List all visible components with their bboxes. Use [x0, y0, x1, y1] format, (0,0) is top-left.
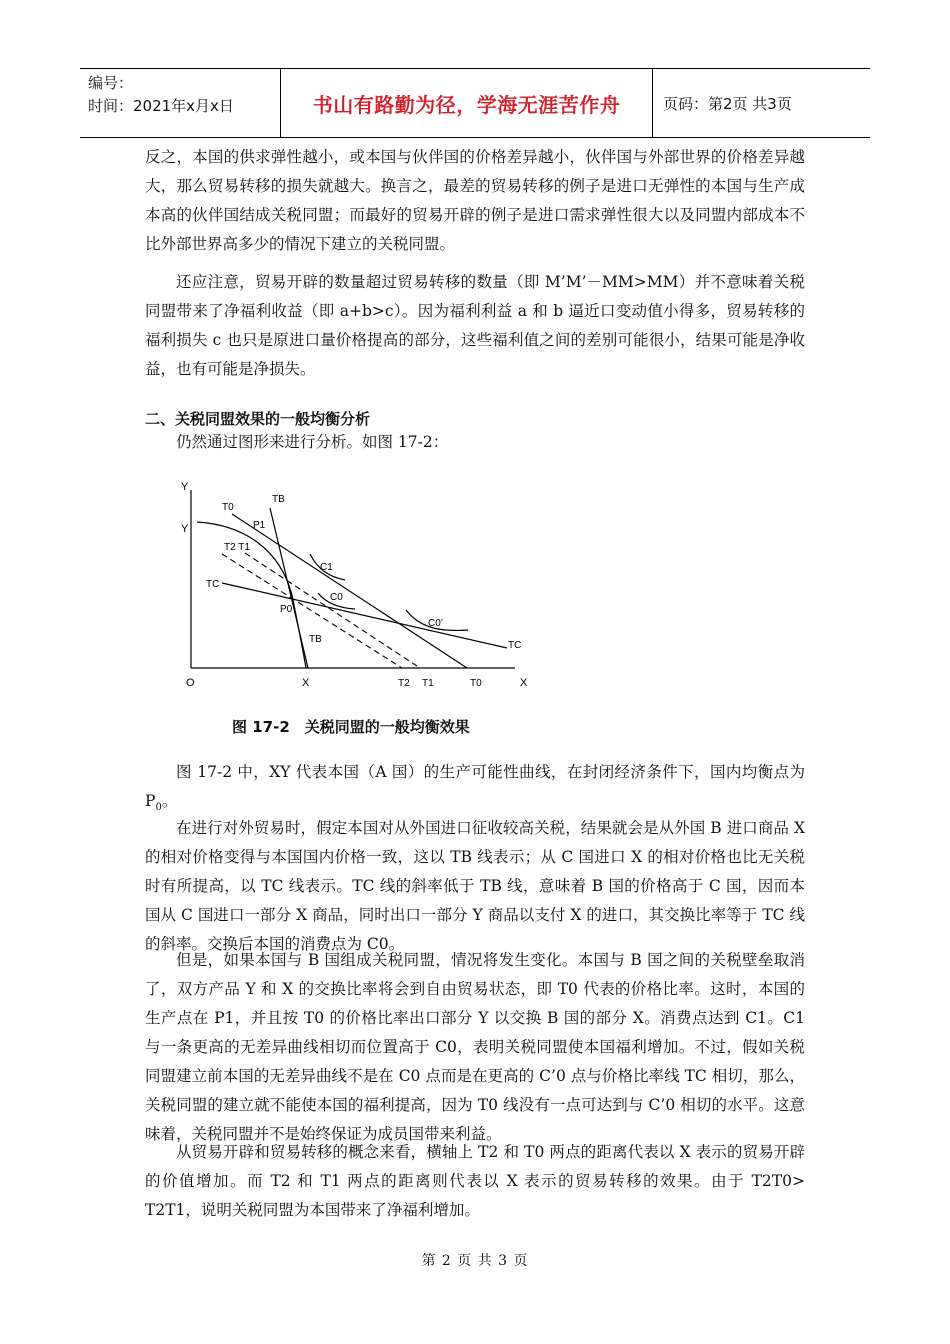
t0-line	[232, 514, 467, 668]
document-date-label: 时间：2021年x月x日	[88, 97, 234, 115]
label-t1-bottom: T1	[422, 678, 434, 689]
label-tb-bottom: TB	[309, 634, 322, 645]
label-y-point: Y	[181, 523, 189, 535]
label-p0: P0	[280, 604, 293, 615]
production-possibility-curve	[197, 522, 306, 668]
label-p1: P1	[253, 520, 266, 531]
t2-dashed-line	[222, 554, 402, 668]
section-heading: 二、关税同盟效果的一般均衡分析	[145, 410, 371, 428]
paragraph-customs-union: 但是，如果本国与 B 国组成关税同盟，情况将发生变化。本国与 B 国之间的关税壁垒取消了，双方产品 Y 和 X 的交换比率将会到自由贸易状态，即 T0 代表的价格比率。这时，本国的生产点在 P1，并且按 T0 的价格比率出口部分 Y 以交换 B 国的部分 X。消费点达到 C1。C1 与一条更高的无差异曲线相切而位置高于 C0，表明关税同盟使本国福利增加。不过，假如关税同盟建立前本国的无差异曲线不是在 C0 点而是在更高的 C’0 点与价格比率线 TC 相切，那么，关税同盟的建立就不能使本国的福利提高，因为 T0 线没有一点可达到与 C’0 相切的水平。这意味着，关税同盟并不是始终保证为成员国带来利益。	[145, 951, 805, 1143]
paragraph-tariff-trade: 在进行对外贸易时，假定本国对从外国进口征收较高关税，结果就会是从外国 B 进口商品 X 的相对价格变得与本国国内价格一致，这以 TB 线表示；从 C 国进口 X 的相对价格也比无关税时有所提高，以 TC 线表示。TC 线的斜率低于 TB 线，意味着 B 国的价格高于 C 国，因而本国从 C 国进口一部分 X 商品，同时出口一部分 Y 商品以支付 X 的进口，其交换比率等于 TC 线的斜率。交换后本国的消费点为 C0。	[145, 819, 805, 953]
label-c0: C0	[330, 592, 343, 603]
label-t2-t1: T2 T1	[224, 542, 250, 553]
label-tc-left: TC	[206, 579, 220, 590]
figure-intro: 仍然通过图形来进行分析。如图 17-2：	[176, 433, 449, 451]
paragraph-creation-diversion: 从贸易开辟和贸易转移的概念来看，横轴上 T2 和 T0 两点的距离代表以 X 表示的贸易开辟的价值增加。而 T2 和 T1 两点的距离则代表以 X 表示的贸易转移的效果。由于 T2T0> T2T1，说明关税同盟为本国带来了净福利增加。	[145, 1143, 805, 1219]
header-table	[80, 68, 870, 138]
label-tc-right: TC	[508, 640, 522, 651]
page-number-label: 页码：第2页 共3页	[663, 94, 792, 113]
label-t0-top: T0	[222, 502, 234, 513]
motto-text: 书山有路勤为径，学海无涯苦作舟	[312, 92, 621, 117]
label-tb-top: TB	[272, 494, 285, 505]
label-c0-prime: C0’	[428, 618, 444, 629]
label-t0-bottom: T0	[470, 678, 482, 689]
label-t2-bottom: T2	[398, 678, 410, 689]
para3-text: 图 17-2 中，XY 代表本国（A 国）的生产可能性曲线，在封闭经济条件下，国内均衡点为 P	[145, 763, 805, 810]
figure-17-2	[0, 470, 950, 700]
para3-subscript: 0	[155, 802, 162, 814]
label-x-axis: X	[520, 677, 528, 689]
page-footer: 第 2 页 共 3 页	[421, 1253, 529, 1269]
header-motto-cell	[281, 69, 653, 137]
label-origin: O	[186, 677, 195, 689]
paragraph-net-welfare: 还应注意，贸易开辟的数量超过贸易转移的数量（即 M’M’－MM>MM）并不意味着关税同盟带来了净福利收益（即 a+b>c）。因为福利利益 a 和 b 逼近口变动值小得多，贸易转移的福利损失 c 也只是原进口量价格提高的部分，这些福利值之间的差别可能很小，结果可能是净收益，也有可能是净损失。	[145, 273, 805, 378]
para3-end: 。	[161, 792, 178, 810]
figure-caption: 图 17-2 关税同盟的一般均衡效果	[232, 718, 470, 736]
tc-line	[222, 583, 507, 648]
header-info-cell	[80, 69, 281, 137]
document-number-label: 编号：	[88, 74, 134, 92]
label-x-point: X	[302, 677, 310, 689]
label-c1: C1	[320, 562, 333, 573]
label-y-axis: Y	[181, 481, 189, 493]
paragraph-figure-explanation	[145, 758, 805, 816]
header-page-cell	[653, 69, 870, 137]
paragraph-trade-diversion-loss: 反之，本国的供求弹性越小，或本国与伙伴国的价格差异越小，伙伴国与外部世界的价格差异越大，那么贸易转移的损失就越大。换言之，最差的贸易转移的例子是进口无弹性的本国与生产成本高的伙伴国结成关税同盟；而最好的贸易开辟的例子是进口需求弹性很大以及同盟内部成本不比外部世界高多少的情况下建立的关税同盟。	[145, 148, 805, 253]
